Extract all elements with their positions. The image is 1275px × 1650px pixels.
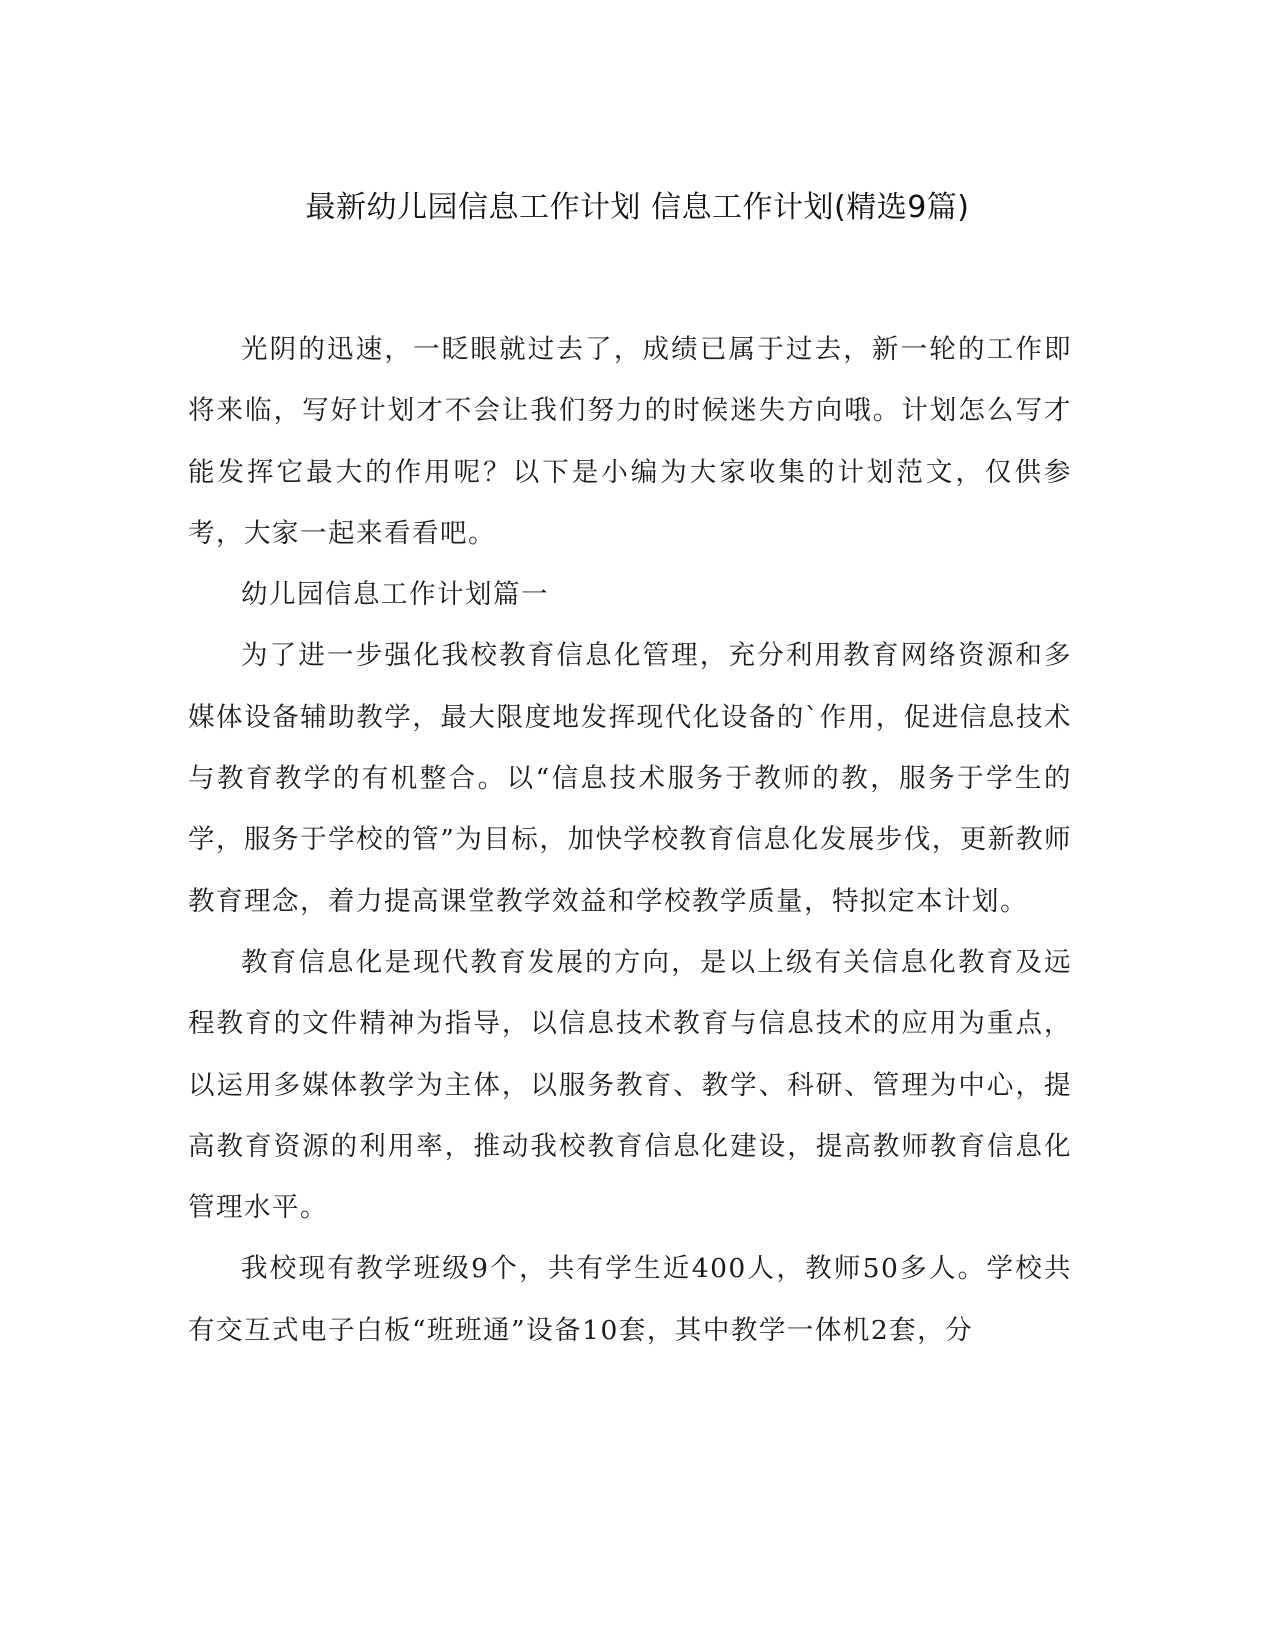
paragraph-purpose: 为了进一步强化我校教育信息化管理，充分利用教育网络资源和多媒体设备辅助教学，最大限度地发挥现代化设备的`作用，促进信息技术与教育教学的有机整合。以“信息技术服务于教师的教，服务于学生的学，服务于学校的管”为目标，加快学校教育信息化发展步伐，更新教师教育理念，着力提高课堂教学效益和学校教学质量，特拟定本计划。 [188,640,1072,917]
paragraph-status: 我校现有教学班级9个，共有学生近400人，教师50多人。学校共有交互式电子白板“班班通”设备10套，其中教学一体机2套，分 [188,1253,1072,1346]
document-title: 最新幼儿园信息工作计划 信息工作计划(精选9篇) [305,190,970,225]
document-body [188,319,1072,1361]
paragraph-direction: 教育信息化是现代教育发展的方向，是以上级有关信息化教育及远程教育的文件精神为指导，以信息技术教育与信息技术的应用为重点，以运用多媒体教学为主体，以服务教育、教学、科研、管理为中心，提高教育资源的利用率，推动我校教育信息化建设，提高教师教育信息化管理水平。 [188,946,1072,1224]
paragraph-intro: 光阴的迅速，一眨眼就过去了，成绩已属于过去，新一轮的工作即将来临，写好计划才不会让我们努力的时候迷失方向哦。计划怎么写才能发挥它最大的作用呢？以下是小编为大家收集的计划范文，仅供参考，大家一起来看看吧。 [188,334,1072,549]
section-heading: 幼儿园信息工作计划篇一 [241,579,549,611]
